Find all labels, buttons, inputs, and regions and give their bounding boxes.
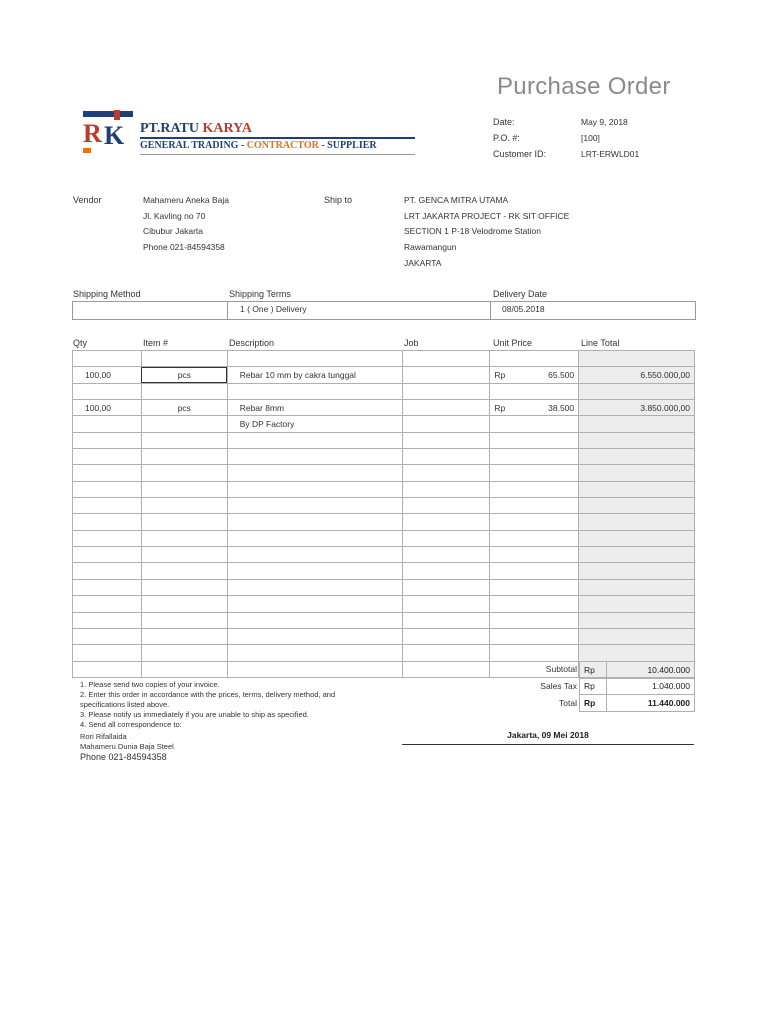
- line-total-cell: [579, 481, 695, 497]
- unit-price-cell: [490, 367, 579, 383]
- line-total-cell: [579, 530, 695, 546]
- ship-to-label: Ship to: [324, 195, 353, 205]
- unit-price-currency: Rp: [494, 370, 506, 381]
- customer-id-label: Customer ID:: [493, 149, 547, 159]
- item-cell: [141, 416, 227, 432]
- item-cell: [141, 530, 227, 546]
- col-job-header: Job: [404, 338, 419, 348]
- item-cell: pcs: [141, 400, 227, 416]
- unit-price-cell: [490, 579, 579, 595]
- job-cell: [402, 596, 490, 612]
- unit-price-currency: Rp: [494, 402, 506, 413]
- line-items-table: [72, 350, 695, 678]
- description-cell: [227, 383, 402, 399]
- job-cell: [402, 628, 490, 644]
- col-description-header: Description: [229, 338, 275, 348]
- unit-price-cell: [490, 383, 579, 399]
- table-row: [73, 596, 695, 612]
- job-cell: [402, 481, 490, 497]
- page-title: Purchase Order: [497, 73, 671, 100]
- job-cell: [402, 563, 490, 579]
- line-total-cell: [579, 514, 695, 530]
- total-row: [580, 695, 695, 712]
- line-total-cell: [579, 351, 695, 367]
- sales-tax-value: 1.040.000: [607, 678, 695, 695]
- line-total-cell: [579, 628, 695, 644]
- table-row: [73, 367, 695, 383]
- unit-price-cell: [490, 400, 579, 416]
- line-total-cell: [579, 416, 695, 432]
- qty-cell: [73, 645, 142, 661]
- table-row: [73, 530, 695, 546]
- unit-price-value: 65.500: [548, 370, 575, 381]
- vendor-line: Phone 021-84594358: [143, 242, 225, 252]
- description-cell: [227, 563, 402, 579]
- unit-price-cell: [490, 351, 579, 367]
- qty-cell: [73, 351, 142, 367]
- logo-mark-icon: [80, 108, 138, 158]
- po-value: [100]: [581, 133, 600, 143]
- shipping-divider: [490, 301, 491, 319]
- signature-place-date: Jakarta, 09 Mei 2018: [402, 730, 694, 745]
- sales-tax-currency: Rp: [580, 678, 607, 695]
- sales-tax-label: Sales Tax: [540, 681, 577, 691]
- item-cell: [141, 449, 227, 465]
- job-cell: [402, 547, 490, 563]
- vendor-line: Mahameru Aneka Baja: [143, 195, 229, 205]
- logo-underline: [140, 154, 415, 155]
- description-cell: [227, 351, 402, 367]
- ship-to-line: SECTION 1 P-18 Velodrome Station: [404, 226, 542, 236]
- delivery-date-value: 08/05.2018: [502, 304, 545, 314]
- description-cell: By DP Factory: [227, 416, 402, 432]
- table-row: [73, 645, 695, 661]
- customer-id-value: LRT-ERWLD01: [581, 149, 640, 159]
- sales-tax-row: [580, 678, 695, 695]
- job-cell: [402, 432, 490, 448]
- col-qty-header: Qty: [73, 338, 88, 348]
- table-row: [73, 465, 695, 481]
- subtotal-currency: Rp: [580, 662, 607, 679]
- item-cell: [141, 498, 227, 514]
- ship-to-line: LRT JAKARTA PROJECT - RK SIT OFFICE: [404, 211, 570, 221]
- notes-block: [80, 680, 340, 762]
- item-cell: [141, 612, 227, 628]
- shipping-method-label: Shipping Method: [73, 289, 141, 299]
- table-row: [73, 383, 695, 399]
- description-cell: Rebar 10 mm by cakra tunggal: [227, 367, 402, 383]
- job-cell: [402, 530, 490, 546]
- ship-to-line: JAKARTA: [404, 258, 442, 268]
- line-total-cell: [579, 596, 695, 612]
- unit-price-cell: [490, 432, 579, 448]
- contact-name: Rori Rifallaida: [80, 732, 127, 741]
- summary-table: [579, 661, 695, 712]
- ship-to-line: Rawamangun: [404, 242, 457, 252]
- shipping-terms-label: Shipping Terms: [229, 289, 291, 299]
- table-row: [73, 449, 695, 465]
- vendor-line: Jl. Kavling no 70: [143, 211, 206, 221]
- qty-cell: [73, 596, 142, 612]
- item-cell: [141, 432, 227, 448]
- line-total-cell: [579, 579, 695, 595]
- unit-price-cell: [490, 514, 579, 530]
- unit-price-cell: [490, 481, 579, 497]
- description-cell: [227, 596, 402, 612]
- subtotal-row: [580, 662, 695, 679]
- qty-cell: [73, 563, 142, 579]
- line-total-cell: 6.550.000,00: [579, 367, 695, 383]
- table-row: [73, 481, 695, 497]
- unit-price-cell: [490, 563, 579, 579]
- job-cell: [402, 416, 490, 432]
- job-cell: [402, 400, 490, 416]
- description-cell: [227, 547, 402, 563]
- unit-price-cell: [490, 498, 579, 514]
- qty-cell: [73, 628, 142, 644]
- table-row: [73, 579, 695, 595]
- total-value: 11.440.000: [607, 695, 695, 712]
- item-cell: [141, 628, 227, 644]
- col-unit-price-header: Unit Price: [493, 338, 533, 348]
- item-cell: [141, 465, 227, 481]
- table-row: [73, 416, 695, 432]
- qty-cell: 100,00: [73, 400, 142, 416]
- line-total-cell: [579, 383, 695, 399]
- note-1: 1. Please send two copies of your invoice.: [80, 680, 220, 689]
- job-cell: [402, 449, 490, 465]
- description-cell: [227, 481, 402, 497]
- date-label: Date:: [493, 117, 515, 127]
- svg-text:R: R: [83, 119, 102, 148]
- table-row: [73, 514, 695, 530]
- line-total-cell: 3.850.000,00: [579, 400, 695, 416]
- description-cell: [227, 661, 402, 677]
- note-4: 4. Send all correspondence to:: [80, 720, 182, 729]
- unit-price-cell: [490, 449, 579, 465]
- unit-price-cell: [490, 612, 579, 628]
- item-cell: [141, 579, 227, 595]
- date-value: May 9, 2018: [581, 117, 628, 127]
- total-currency: Rp: [580, 695, 607, 712]
- table-row: [73, 432, 695, 448]
- table-row: [73, 351, 695, 367]
- job-cell: [402, 645, 490, 661]
- qty-cell: [73, 465, 142, 481]
- job-cell: [402, 383, 490, 399]
- company-tagline: GENERAL TRADING - CONTRACTOR - SUPPLIER: [140, 140, 377, 151]
- logo-divider: [140, 137, 415, 139]
- vendor-line: Cibubur Jakarta: [143, 226, 204, 236]
- unit-price-cell: [490, 530, 579, 546]
- line-total-cell: [579, 547, 695, 563]
- unit-price-cell: [490, 465, 579, 481]
- description-cell: [227, 449, 402, 465]
- qty-cell: [73, 530, 142, 546]
- item-cell: [141, 481, 227, 497]
- unit-price-cell: [490, 628, 579, 644]
- job-cell: [402, 661, 490, 677]
- table-row: [73, 563, 695, 579]
- line-total-cell: [579, 432, 695, 448]
- item-cell: [141, 514, 227, 530]
- unit-price-cell: [490, 416, 579, 432]
- qty-cell: [73, 661, 142, 677]
- qty-cell: [73, 514, 142, 530]
- description-cell: Rebar 8mm: [227, 400, 402, 416]
- qty-cell: [73, 432, 142, 448]
- qty-cell: [73, 383, 142, 399]
- description-cell: [227, 530, 402, 546]
- po-label: P.O. #:: [493, 133, 520, 143]
- table-row: [73, 400, 695, 416]
- line-total-cell: [579, 465, 695, 481]
- description-cell: [227, 465, 402, 481]
- qty-cell: [73, 449, 142, 465]
- shipping-info-box: [72, 301, 696, 320]
- qty-cell: [73, 547, 142, 563]
- qty-cell: [73, 416, 142, 432]
- total-label: Total: [559, 698, 577, 708]
- line-total-cell: [579, 449, 695, 465]
- note-3: 3. Please notify us immediately if you are unable to ship as specified.: [80, 710, 309, 719]
- description-cell: [227, 612, 402, 628]
- job-cell: [402, 612, 490, 628]
- svg-text:K: K: [104, 121, 125, 150]
- description-cell: [227, 432, 402, 448]
- table-row: [73, 547, 695, 563]
- line-total-cell: [579, 498, 695, 514]
- job-cell: [402, 351, 490, 367]
- qty-cell: [73, 612, 142, 628]
- delivery-date-label: Delivery Date: [493, 289, 548, 299]
- shipping-divider: [227, 301, 228, 319]
- job-cell: [402, 465, 490, 481]
- contact-phone: Phone 021-84594358: [80, 752, 167, 762]
- unit-price-value: 38.500: [548, 402, 575, 413]
- qty-cell: [73, 579, 142, 595]
- description-cell: [227, 498, 402, 514]
- description-cell: [227, 579, 402, 595]
- job-cell: [402, 367, 490, 383]
- item-cell: [141, 383, 227, 399]
- job-cell: [402, 514, 490, 530]
- col-line-total-header: Line Total: [581, 338, 620, 348]
- table-row: [73, 612, 695, 628]
- item-cell: [141, 596, 227, 612]
- qty-cell: 100,00: [73, 367, 142, 383]
- item-cell: [141, 351, 227, 367]
- item-cell: [141, 645, 227, 661]
- line-total-cell: [579, 645, 695, 661]
- line-total-cell: [579, 612, 695, 628]
- description-cell: [227, 514, 402, 530]
- description-cell: [227, 628, 402, 644]
- col-item-header: Item #: [143, 338, 169, 348]
- unit-price-cell: [490, 547, 579, 563]
- ship-to-line: PT. GENCA MITRA UTAMA: [404, 195, 509, 205]
- company-name: PT.RATU KARYA: [140, 121, 253, 136]
- line-total-cell: [579, 563, 695, 579]
- item-cell: [141, 563, 227, 579]
- subtotal-label: Subtotal: [545, 664, 577, 674]
- unit-price-cell: [490, 645, 579, 661]
- item-cell: [141, 661, 227, 677]
- vendor-label: Vendor: [73, 195, 102, 205]
- job-cell: [402, 498, 490, 514]
- company-logo: [80, 108, 138, 158]
- unit-price-cell: [490, 596, 579, 612]
- note-2: 2. Enter this order in accordance with the prices, terms, delivery method, and specifications listed above.: [80, 690, 336, 709]
- qty-cell: [73, 498, 142, 514]
- contact-company: Mahameru Dunia Baja Steel: [80, 742, 174, 751]
- item-cell: [141, 547, 227, 563]
- job-cell: [402, 579, 490, 595]
- description-cell: [227, 645, 402, 661]
- item-cell: pcs: [141, 367, 227, 383]
- table-row: [73, 628, 695, 644]
- subtotal-value: 10.400.000: [607, 662, 695, 679]
- table-row: [73, 498, 695, 514]
- qty-cell: [73, 481, 142, 497]
- shipping-terms-value: 1 ( One ) Delivery: [240, 304, 307, 314]
